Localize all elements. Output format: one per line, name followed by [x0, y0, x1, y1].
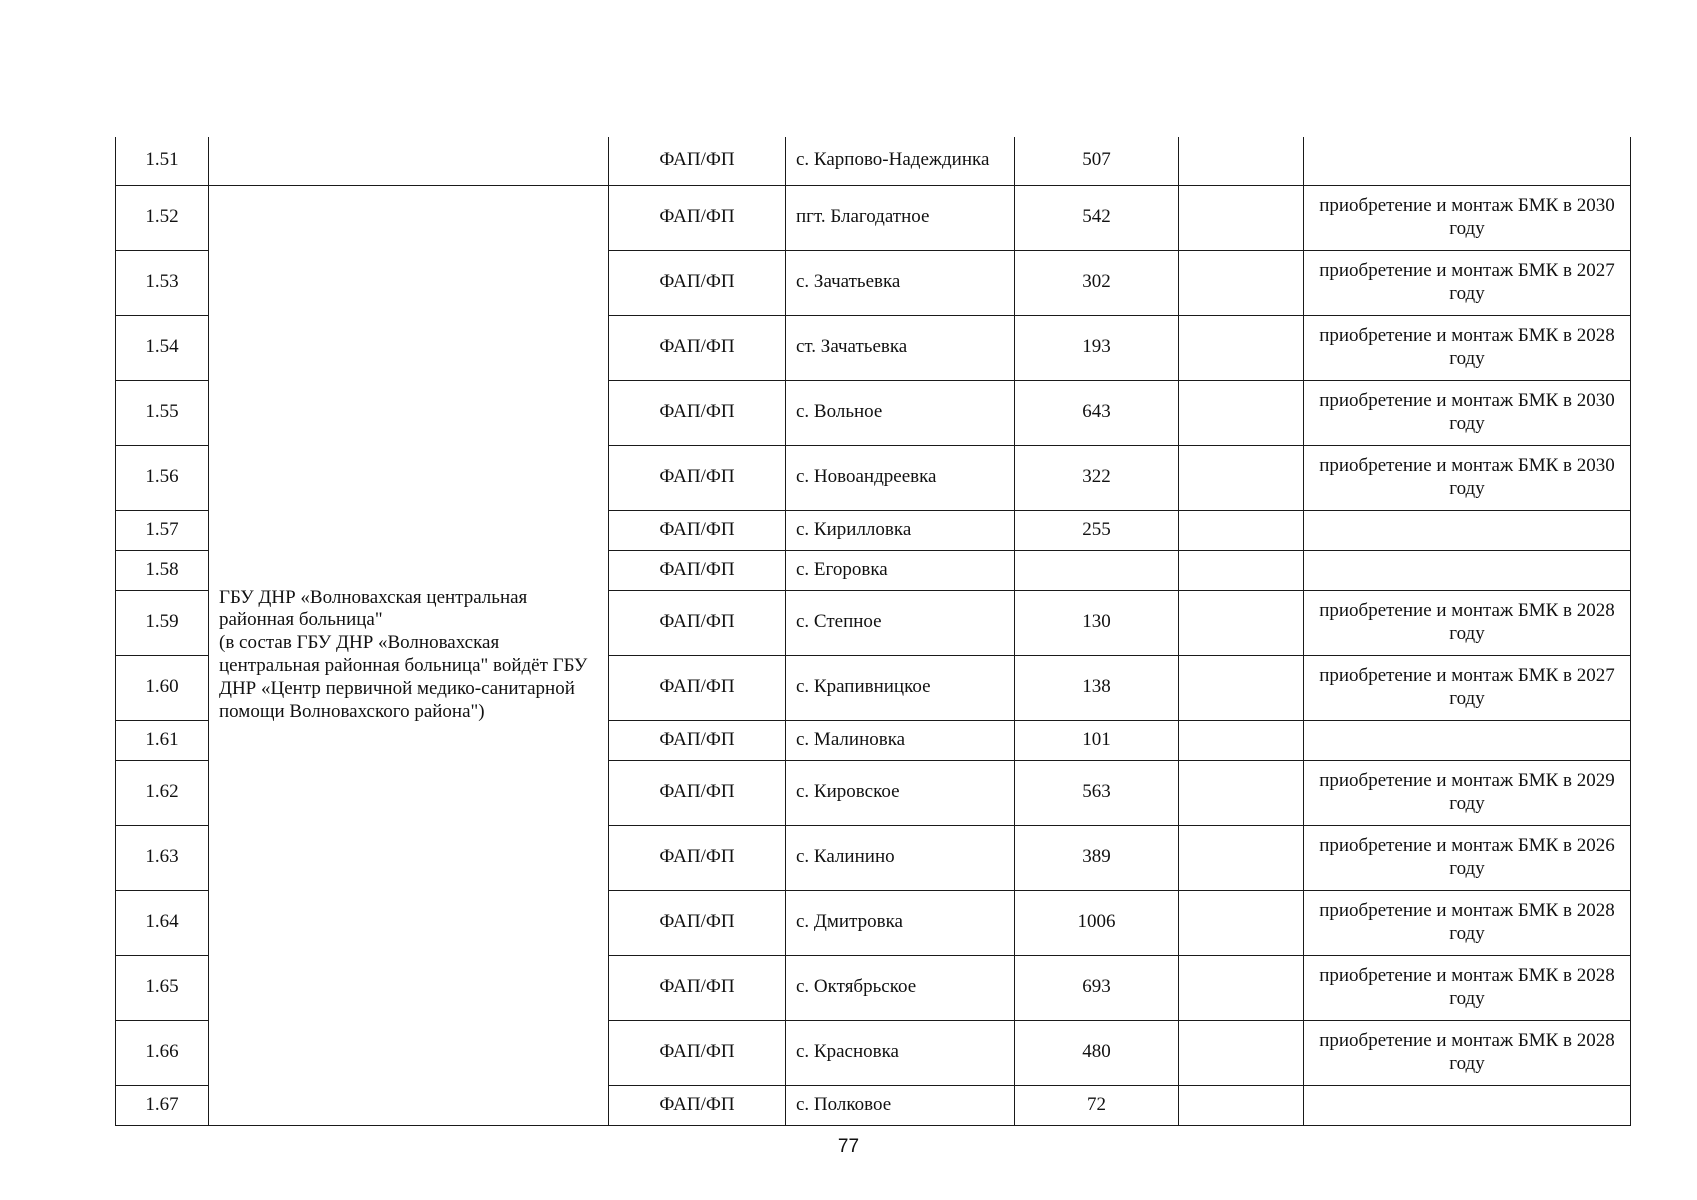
plan-text: приобретение и монтаж БМК в 2026 году [1304, 825, 1631, 890]
empty-cell [1179, 315, 1304, 380]
empty-cell [1179, 890, 1304, 955]
row-number: 1.67 [116, 1085, 209, 1125]
facility-type: ФАП/ФП [609, 720, 786, 760]
row-number: 1.55 [116, 380, 209, 445]
empty-cell [1179, 250, 1304, 315]
population-value: 480 [1015, 1020, 1179, 1085]
plan-text [1304, 550, 1631, 590]
population-value: 507 [1015, 137, 1179, 185]
population-value: 643 [1015, 380, 1179, 445]
row-number: 1.52 [116, 185, 209, 250]
row-number: 1.63 [116, 825, 209, 890]
population-value: 1006 [1015, 890, 1179, 955]
settlement-name: с. Калинино [786, 825, 1015, 890]
population-value: 302 [1015, 250, 1179, 315]
facility-type: ФАП/ФП [609, 655, 786, 720]
population-value: 389 [1015, 825, 1179, 890]
table-row [116, 137, 1631, 185]
settlement-name: с. Красновка [786, 1020, 1015, 1085]
settlement-name: с. Егоровка [786, 550, 1015, 590]
settlement-name: с. Новоандреевка [786, 445, 1015, 510]
population-value: 542 [1015, 185, 1179, 250]
page-number: 77 [837, 1136, 860, 1157]
plan-text: приобретение и монтаж БМК в 2028 году [1304, 315, 1631, 380]
facility-type: ФАП/ФП [609, 590, 786, 655]
facility-type: ФАП/ФП [609, 825, 786, 890]
facility-type: ФАП/ФП [609, 550, 786, 590]
settlement-name: с. Вольное [786, 380, 1015, 445]
plan-text: приобретение и монтаж БМК в 2030 году [1304, 185, 1631, 250]
row-number: 1.60 [116, 655, 209, 720]
settlement-name: с. Степное [786, 590, 1015, 655]
organization-cell-empty [209, 137, 609, 185]
empty-cell [1179, 760, 1304, 825]
plan-text [1304, 720, 1631, 760]
row-number: 1.56 [116, 445, 209, 510]
table-body [116, 137, 1631, 1125]
plan-text: приобретение и монтаж БМК в 2028 году [1304, 590, 1631, 655]
empty-cell [1179, 380, 1304, 445]
settlement-name: с. Зачатьевка [786, 250, 1015, 315]
settlement-name: пгт. Благодатное [786, 185, 1015, 250]
organization-name: ГБУ ДНР «Волновахская центральная районная больница" (в состав ГБУ ДНР «Волновахская центральная районная больница" войдёт ГБУ ДНР «Центр первичной медико-санитарной помощи Волновахского района") [209, 185, 609, 1125]
row-number: 1.62 [116, 760, 209, 825]
row-number: 1.54 [116, 315, 209, 380]
facility-type: ФАП/ФП [609, 380, 786, 445]
row-number: 1.58 [116, 550, 209, 590]
settlement-name: с. Кировское [786, 760, 1015, 825]
settlement-name: с. Малиновка [786, 720, 1015, 760]
facility-type: ФАП/ФП [609, 1085, 786, 1125]
population-value: 322 [1015, 445, 1179, 510]
facilities-table [115, 137, 1631, 1126]
plan-text: приобретение и монтаж БМК в 2030 году [1304, 445, 1631, 510]
row-number: 1.61 [116, 720, 209, 760]
row-number: 1.51 [116, 137, 209, 185]
population-value: 255 [1015, 510, 1179, 550]
empty-cell [1179, 445, 1304, 510]
empty-cell [1179, 720, 1304, 760]
empty-cell [1179, 1085, 1304, 1125]
empty-cell [1179, 185, 1304, 250]
facility-type: ФАП/ФП [609, 137, 786, 185]
facility-type: ФАП/ФП [609, 1020, 786, 1085]
row-number: 1.66 [116, 1020, 209, 1085]
population-value: 72 [1015, 1085, 1179, 1125]
row-number: 1.53 [116, 250, 209, 315]
settlement-name: с. Крапивницкое [786, 655, 1015, 720]
settlement-name: с. Дмитровка [786, 890, 1015, 955]
row-number: 1.64 [116, 890, 209, 955]
plan-text: приобретение и монтаж БМК в 2027 году [1304, 250, 1631, 315]
plan-text [1304, 137, 1631, 185]
empty-cell [1179, 1020, 1304, 1085]
facility-type: ФАП/ФП [609, 760, 786, 825]
row-number: 1.65 [116, 955, 209, 1020]
population-value: 138 [1015, 655, 1179, 720]
population-value: 563 [1015, 760, 1179, 825]
row-number: 1.59 [116, 590, 209, 655]
plan-text: приобретение и монтаж БМК в 2030 году [1304, 380, 1631, 445]
settlement-name: ст. Зачатьевка [786, 315, 1015, 380]
settlement-name: с. Карпово-Надеждинка [786, 137, 1015, 185]
empty-cell [1179, 655, 1304, 720]
population-value: 101 [1015, 720, 1179, 760]
empty-cell [1179, 137, 1304, 185]
plan-text: приобретение и монтаж БМК в 2028 году [1304, 1020, 1631, 1085]
plan-text [1304, 510, 1631, 550]
plan-text: приобретение и монтаж БМК в 2027 году [1304, 655, 1631, 720]
population-value [1015, 550, 1179, 590]
empty-cell [1179, 510, 1304, 550]
facility-type: ФАП/ФП [609, 250, 786, 315]
population-value: 130 [1015, 590, 1179, 655]
facility-type: ФАП/ФП [609, 955, 786, 1020]
settlement-name: с. Октябрьское [786, 955, 1015, 1020]
population-value: 193 [1015, 315, 1179, 380]
facility-type: ФАП/ФП [609, 185, 786, 250]
row-number: 1.57 [116, 510, 209, 550]
plan-text [1304, 1085, 1631, 1125]
empty-cell [1179, 825, 1304, 890]
facility-type: ФАП/ФП [609, 890, 786, 955]
facility-type: ФАП/ФП [609, 510, 786, 550]
table-row [116, 185, 1631, 250]
plan-text: приобретение и монтаж БМК в 2028 году [1304, 955, 1631, 1020]
plan-text: приобретение и монтаж БМК в 2028 году [1304, 890, 1631, 955]
facility-type: ФАП/ФП [609, 445, 786, 510]
empty-cell [1179, 590, 1304, 655]
population-value: 693 [1015, 955, 1179, 1020]
empty-cell [1179, 955, 1304, 1020]
facility-type: ФАП/ФП [609, 315, 786, 380]
settlement-name: с. Полковое [786, 1085, 1015, 1125]
settlement-name: с. Кирилловка [786, 510, 1015, 550]
plan-text: приобретение и монтаж БМК в 2029 году [1304, 760, 1631, 825]
empty-cell [1179, 550, 1304, 590]
